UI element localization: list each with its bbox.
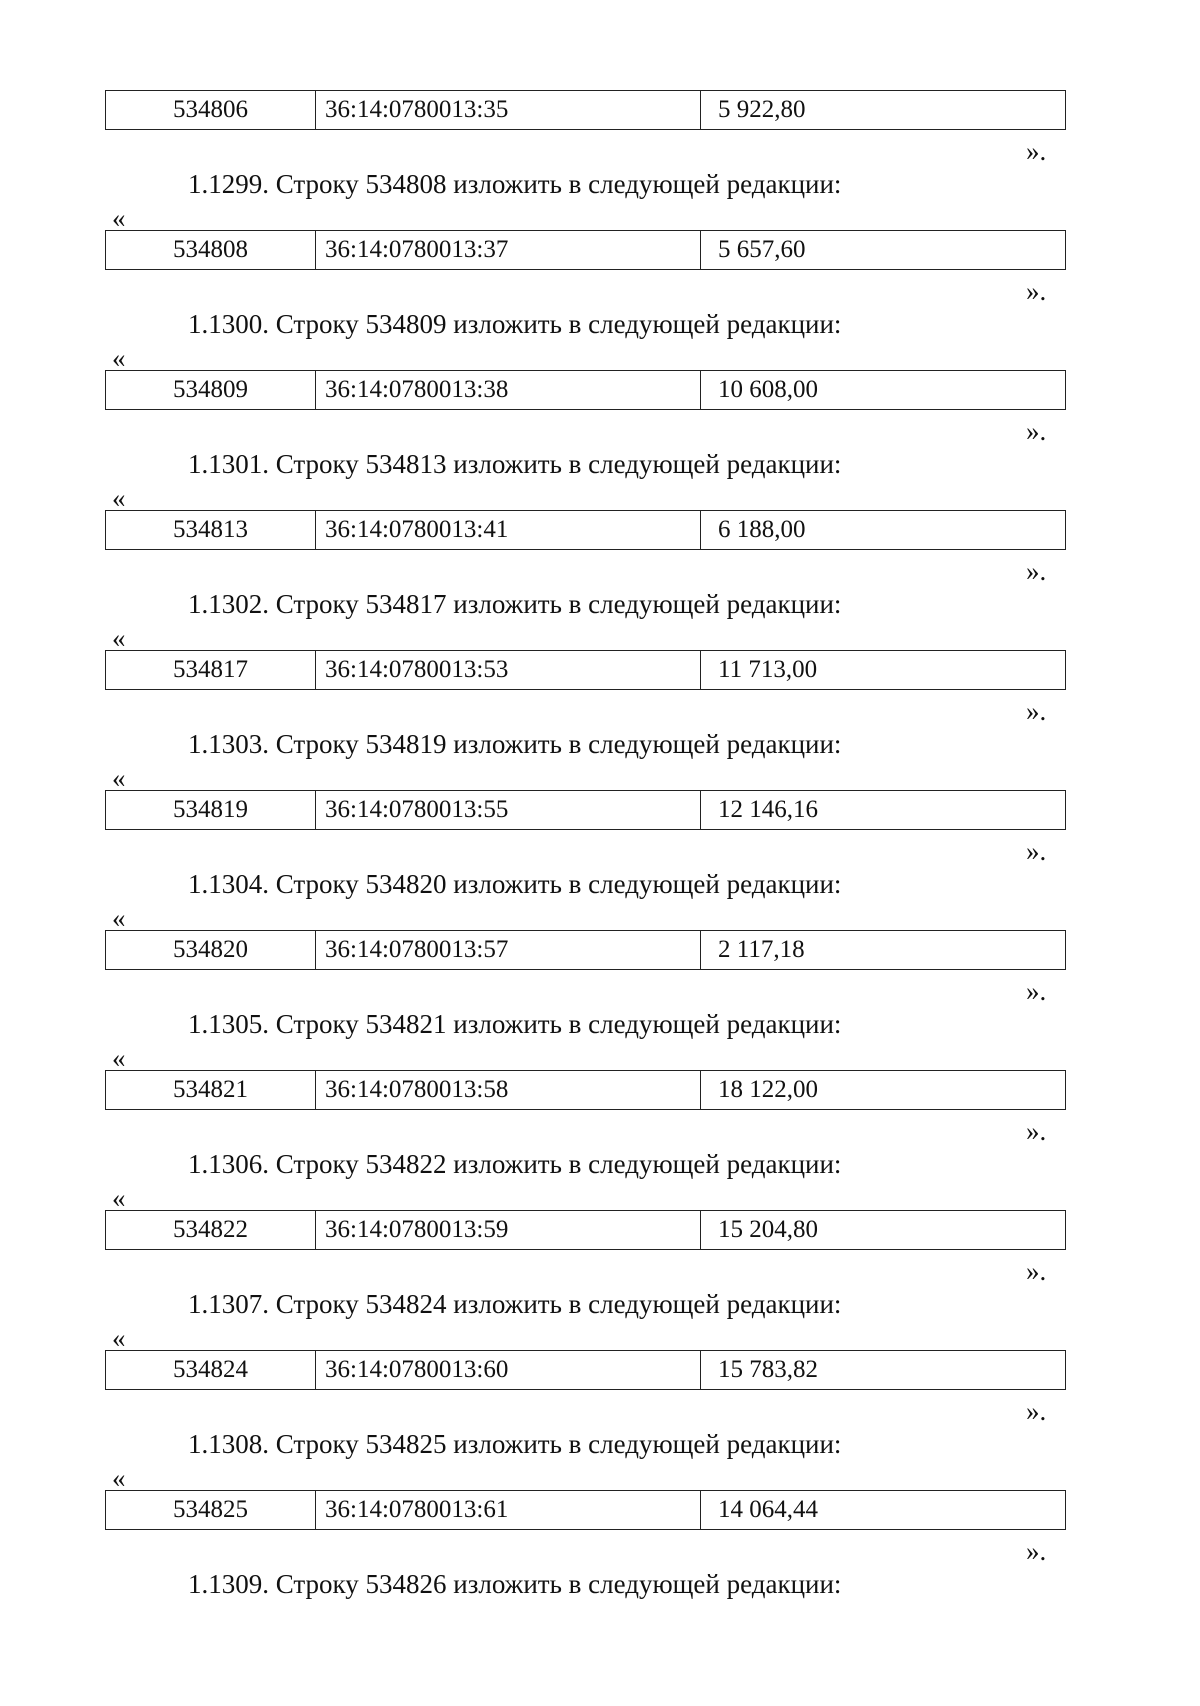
instruction-text: 1.1302. Строку 534817 изложить в следующей редакции: xyxy=(188,589,842,619)
closing-quote: ». xyxy=(1026,1256,1047,1286)
row-code: 534822 xyxy=(106,1211,316,1249)
instruction-text: 1.1300. Строку 534809 изложить в следующей редакции: xyxy=(188,309,842,339)
opening-quote: « xyxy=(112,763,126,793)
instruction-text: 1.1305. Строку 534821 изложить в следующей редакции: xyxy=(188,1009,842,1039)
row-cadastral-number: 36:14:0780013:37 xyxy=(316,231,701,269)
table-row xyxy=(105,650,1066,690)
row-code: 534808 xyxy=(106,231,316,269)
row-cadastral-number: 36:14:0780013:59 xyxy=(316,1211,701,1249)
closing-quote: ». xyxy=(1026,416,1047,446)
opening-quote: « xyxy=(112,483,126,513)
table-row xyxy=(105,510,1066,550)
closing-quote: ». xyxy=(1026,836,1047,866)
instruction-text: 1.1308. Строку 534825 изложить в следующей редакции: xyxy=(188,1429,842,1459)
instruction-text: 1.1309. Строку 534826 изложить в следующей редакции: xyxy=(188,1569,842,1599)
row-code: 534809 xyxy=(106,371,316,409)
opening-quote: « xyxy=(112,203,126,233)
opening-quote: « xyxy=(112,1463,126,1493)
table-row xyxy=(105,1350,1066,1390)
row-value: 10 608,00 xyxy=(718,376,818,403)
table-row xyxy=(105,1070,1066,1110)
row-value: 15 204,80 xyxy=(718,1216,818,1243)
table-row xyxy=(105,230,1066,270)
row-value: 14 064,44 xyxy=(718,1496,818,1523)
closing-quote: ». xyxy=(1026,136,1047,166)
row-value: 2 117,18 xyxy=(718,936,805,963)
instruction-text: 1.1304. Строку 534820 изложить в следующей редакции: xyxy=(188,869,842,899)
row-code: 534825 xyxy=(106,1491,316,1529)
row-code: 534819 xyxy=(106,791,316,829)
row-code: 534806 xyxy=(106,91,316,129)
table-row xyxy=(105,790,1066,830)
row-cadastral-number: 36:14:0780013:55 xyxy=(316,791,701,829)
row-cadastral-number: 36:14:0780013:41 xyxy=(316,511,701,549)
row-code: 534820 xyxy=(106,931,316,969)
opening-quote: « xyxy=(112,1323,126,1353)
row-value: 6 188,00 xyxy=(718,516,806,543)
table-row xyxy=(105,1210,1066,1250)
row-code: 534821 xyxy=(106,1071,316,1109)
row-value: 11 713,00 xyxy=(718,656,818,683)
row-cadastral-number: 36:14:0780013:57 xyxy=(316,931,701,969)
row-value: 15 783,82 xyxy=(718,1356,818,1383)
table-row xyxy=(105,930,1066,970)
closing-quote: ». xyxy=(1026,976,1047,1006)
closing-quote: ». xyxy=(1026,1396,1047,1426)
closing-quote: ». xyxy=(1026,276,1047,306)
row-cadastral-number: 36:14:0780013:38 xyxy=(316,371,701,409)
instruction-text: 1.1299. Строку 534808 изложить в следующей редакции: xyxy=(188,169,842,199)
instruction-text: 1.1303. Строку 534819 изложить в следующей редакции: xyxy=(188,729,842,759)
closing-quote: ». xyxy=(1026,696,1047,726)
opening-quote: « xyxy=(112,623,126,653)
row-cadastral-number: 36:14:0780013:58 xyxy=(316,1071,701,1109)
opening-quote: « xyxy=(112,903,126,933)
opening-quote: « xyxy=(112,343,126,373)
row-code: 534824 xyxy=(106,1351,316,1389)
closing-quote: ». xyxy=(1026,1116,1047,1146)
opening-quote: « xyxy=(112,1043,126,1073)
table-row xyxy=(105,370,1066,410)
row-value: 12 146,16 xyxy=(718,796,818,823)
row-cadastral-number: 36:14:0780013:53 xyxy=(316,651,701,689)
row-value: 5 657,60 xyxy=(718,236,806,263)
table-row xyxy=(105,90,1066,130)
table-row xyxy=(105,1490,1066,1530)
opening-quote: « xyxy=(112,1183,126,1213)
row-code: 534813 xyxy=(106,511,316,549)
row-value: 5 922,80 xyxy=(718,96,806,123)
instruction-text: 1.1306. Строку 534822 изложить в следующей редакции: xyxy=(188,1149,842,1179)
row-value: 18 122,00 xyxy=(718,1076,818,1103)
row-cadastral-number: 36:14:0780013:61 xyxy=(316,1491,701,1529)
row-code: 534817 xyxy=(106,651,316,689)
row-cadastral-number: 36:14:0780013:35 xyxy=(316,91,701,129)
closing-quote: ». xyxy=(1026,1536,1047,1566)
row-cadastral-number: 36:14:0780013:60 xyxy=(316,1351,701,1389)
closing-quote: ». xyxy=(1026,556,1047,586)
instruction-text: 1.1307. Строку 534824 изложить в следующей редакции: xyxy=(188,1289,842,1319)
instruction-text: 1.1301. Строку 534813 изложить в следующей редакции: xyxy=(188,449,842,479)
